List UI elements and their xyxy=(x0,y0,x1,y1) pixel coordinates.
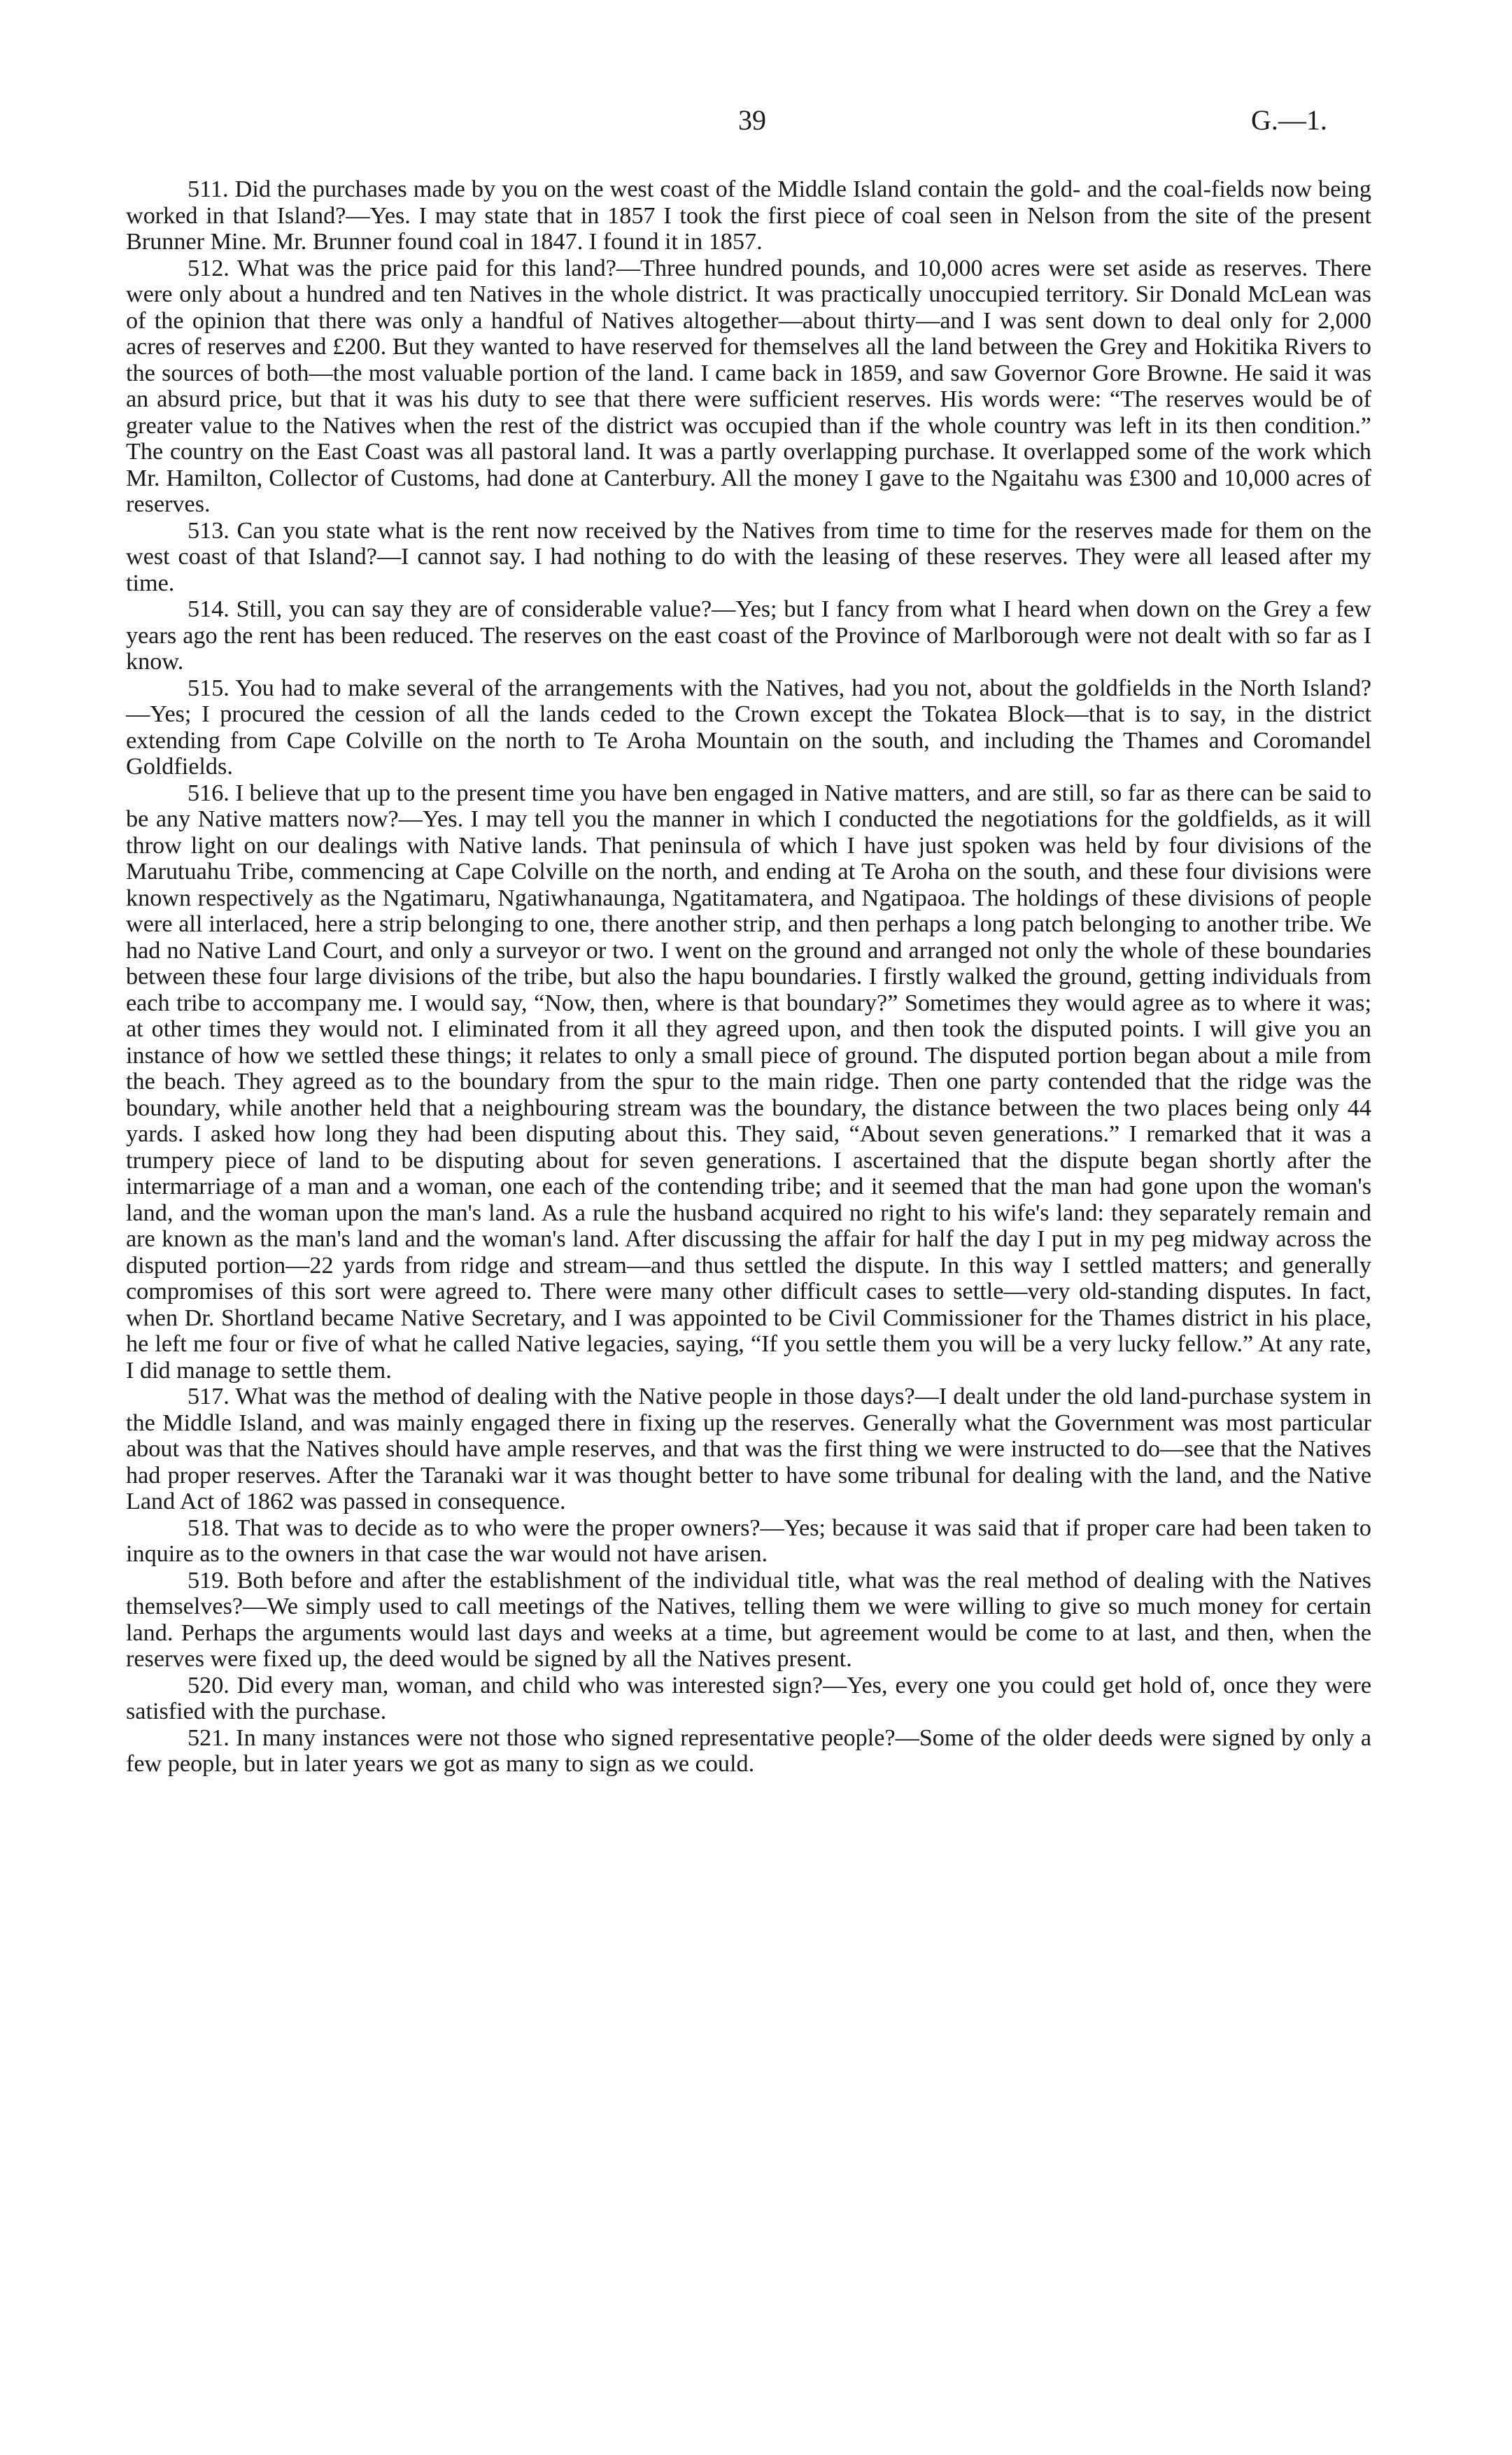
paragraph-512: 512. What was the price paid for this land?—Three hundred pounds, and 10,000 acres were set aside as reserves. There were only about a hundred and ten Natives in the whole district. It was practically unoccupied territory. Sir Donald McLean was of the opinion that there was only a handful of Natives altogether—about thirty—and I was sent down to deal only for 2,000 acres of reserves and £200. But they wanted to have reserved for themselves all the land between the Grey and Hokitika Rivers to the sources of both—the most valuable portion of the land. I came back in 1859, and saw Governor Gore Browne. He said it was an absurd price, but that it was his duty to see that there were sufficient reserves. His words were: “The reserves would be of greater value to the Natives when the rest of the district was occupied than if the whole country was left in its then condition.” The country on the East Coast was all pastoral land. It was a partly overlapping purchase. It overlapped some of the work which Mr. Hamilton, Collector of Customs, had done at Canterbury. All the money I gave to the Ngaitahu was £300 and 10,000 acres of reserves. xyxy=(126,255,1371,517)
paragraph-513: 513. Can you state what is the rent now received by the Natives from time to time for the reserves made for them on the west coast of that Island?—I cannot say. I had nothing to do with the leasing of these reserves. They were all leased after my time. xyxy=(126,517,1371,596)
paragraph-516: 516. I believe that up to the present time you have ben engaged in Native matters, and are still, so far as there can be said to be any Native matters now?—Yes. I may tell you the manner in which I conducted the negotiations for the goldfields, as it will throw light on our dealings with Native lands. That peninsula of which I have just spoken was held by four divisions of the Marutuahu Tribe, commencing at Cape Colville on the north, and ending at Te Aroha on the south, and these four divisions were known respectively as the Ngatimaru, Ngatiwhanaunga, Ngatitamatera, and Ngatipaoa. The holdings of these divisions of people were all interlaced, here a strip belonging to one, there another strip, and then perhaps a long patch belonging to another tribe. We had no Native Land Court, and only a surveyor or two. I went on the ground and arranged not only the whole of these boundaries between these four large divisions of the tribe, but also the hapu boundaries. I firstly walked the ground, getting individuals from each tribe to accompany me. I would say, “Now, then, where is that boundary?” Sometimes they would agree as to where it was; at other times they would not. I eliminated from it all they agreed upon, and then took the disputed points. I will give you an instance of how we settled these things; it relates to only a small piece of ground. The disputed portion began about a mile from the beach. They agreed as to the boundary from the spur to the main ridge. Then one party contended that the ridge was the boundary, while another held that a neighbouring stream was the boundary, the distance between the two places being only 44 yards. I asked how long they had been disputing about this. They said, “About seven generations.” I remarked that it was a trumpery piece of land to be disputing about for seven generations. I ascertained that the dispute began shortly after the intermarriage of a man and a woman, one each of the contending tribe; and it seemed that the man had gone upon the woman's land, and the woman upon the man's land. As a rule the husband acquired no right to his wife's land: they separately remain and are known as the man's land and the woman's land. After discussing the affair for half the day I put in my peg midway across the disputed portion—22 yards from ridge and stream—and thus settled the dispute. In this way I settled matters; and generally compromises of this sort were agreed to. There were many other difficult cases to settle—very old-standing disputes. In fact, when Dr. Shortland became Native Secretary, and I was appointed to be Civil Commissioner for the Thames district in his place, he left me four or five of what he called Native legacies, saying, “If you settle them you will be a very lucky fellow.” At any rate, I did manage to settle them. xyxy=(126,780,1371,1384)
paragraph-518: 518. That was to decide as to who were the proper owners?—Yes; because it was said that if proper care had been taken to inquire as to the owners in that case the war would not have arisen. xyxy=(126,1514,1371,1567)
document-body xyxy=(126,176,1371,1778)
paragraph-519: 519. Both before and after the establishment of the individual title, what was the real method of dealing with the Natives themselves?—We simply used to call meetings of the Natives, telling them we were willing to give so much money for certain land. Perhaps the arguments would last days and weeks at a time, but agreement would be come to at last, and then, when the reserves were fixed up, the deed would be signed by all the Natives present. xyxy=(126,1567,1371,1672)
paragraph-517: 517. What was the method of dealing with the Native people in those days?—I dealt under the old land-purchase system in the Middle Island, and was mainly engaged there in fixing up the reserves. Generally what the Government was most particular about was that the Natives should have ample reserves, and that was the first thing we were instructed to do—see that the Natives had proper reserves. After the Taranaki war it was thought better to have some tribunal for dealing with the land, and the Native Land Act of 1862 was passed in consequence. xyxy=(126,1384,1371,1514)
paragraph-515: 515. You had to make several of the arrangements with the Natives, had you not, about the goldfields in the North Island?—Yes; I procured the cession of all the lands ceded to the Crown except the Tokatea Block—that is to say, in the district extending from Cape Colville on the north to Te Aroha Mountain on the south, and including the Thames and Coromandel Goldfields. xyxy=(126,675,1371,780)
paragraph-520: 520. Did every man, woman, and child who was interested sign?—Yes, every one you could get hold of, once they were satisfied with the purchase. xyxy=(126,1672,1371,1724)
paragraph-514: 514. Still, you can say they are of considerable value?—Yes; but I fancy from what I heard when down on the Grey a few years ago the rent has been reduced. The reserves on the east coast of the Province of Marlborough were not dealt with so far as I know. xyxy=(126,596,1371,675)
page-number: 39 xyxy=(738,104,766,136)
document-reference: G.—1. xyxy=(1251,104,1327,136)
paragraph-511: 511. Did the purchases made by you on the west coast of the Middle Island contain the gold- and the coal-fields now being worked in that Island?—Yes. I may state that in 1857 I took the first piece of coal seen in Nelson from the site of the present Brunner Mine. Mr. Brunner found coal in 1847. I found it in 1857. xyxy=(126,176,1371,255)
paragraph-521: 521. In many instances were not those who signed representative people?—Some of the older deeds were signed by only a few people, but in later years we got as many to sign as we could. xyxy=(126,1724,1371,1777)
